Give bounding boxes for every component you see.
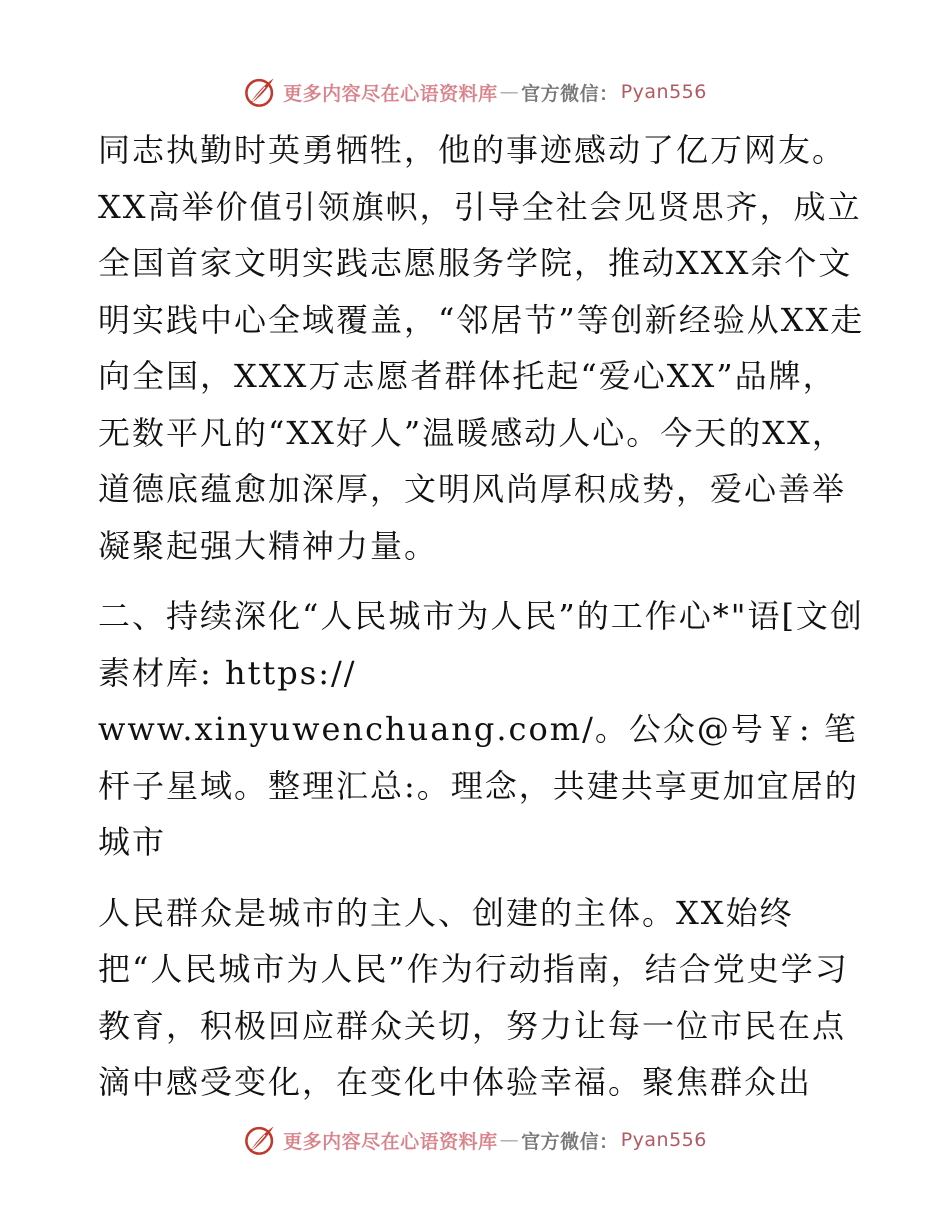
- paragraph-3: 人民群众是城市的主人、创建的主体。XX始终把“人民城市为人民”作为行动指南，结合党史学习教育，积极回应群众关切，努力让每一位市民在点滴中感受变化，在变化中体验幸福。聚焦群众出: [98, 893, 849, 1101]
- section-heading-2: 二、持续深化“人民城市为人民”的工作心*"语[文创素材库: https://: [98, 597, 864, 692]
- watermark-separator: —: [499, 81, 520, 103]
- watermark-header: [0, 72, 950, 112]
- watermark-account: Pyan556: [620, 1129, 707, 1151]
- paragraph-gap: [98, 871, 868, 885]
- watermark-account: Pyan556: [620, 81, 707, 103]
- watermark-wechat-label: 官方微信：: [521, 82, 619, 105]
- watermark-wechat-label: 官方微信：: [521, 1130, 619, 1153]
- section-heading-2-continued: www.xinyuwenchuang.com/。公众@号￥: 笔杆子星域。整理汇总:。理念，共建共享更加宜居的城市: [98, 710, 859, 861]
- paragraph-gap: [98, 574, 868, 588]
- quill-pen-logo-icon: [243, 1123, 277, 1157]
- quill-pen-logo-icon: [243, 75, 277, 109]
- watermark-brand: 更多内容尽在心语资料库: [283, 82, 498, 105]
- watermark-brand: 更多内容尽在心语资料库: [283, 1130, 498, 1153]
- document-body: [98, 122, 868, 1111]
- watermark-footer: [0, 1120, 950, 1160]
- watermark-separator: —: [499, 1129, 520, 1151]
- paragraph-1: 同志执勤时英勇牺牲，他的事迹感动了亿万网友。XX高举价值引领旗帜，引导全社会见贤思齐，成立全国首家文明实践志愿服务学院，推动XXX余个文明实践中心全域覆盖，“邻居节”等创新经验从XX走向全国，XXX万志愿者群体托起“爱心XX”品牌，无数平凡的“XX好人”温暖感动人心。今天的XX，道德底蕴愈加深厚，文明风尚厚积成势，爱心善举凝聚起强大精神力量。: [98, 131, 865, 565]
